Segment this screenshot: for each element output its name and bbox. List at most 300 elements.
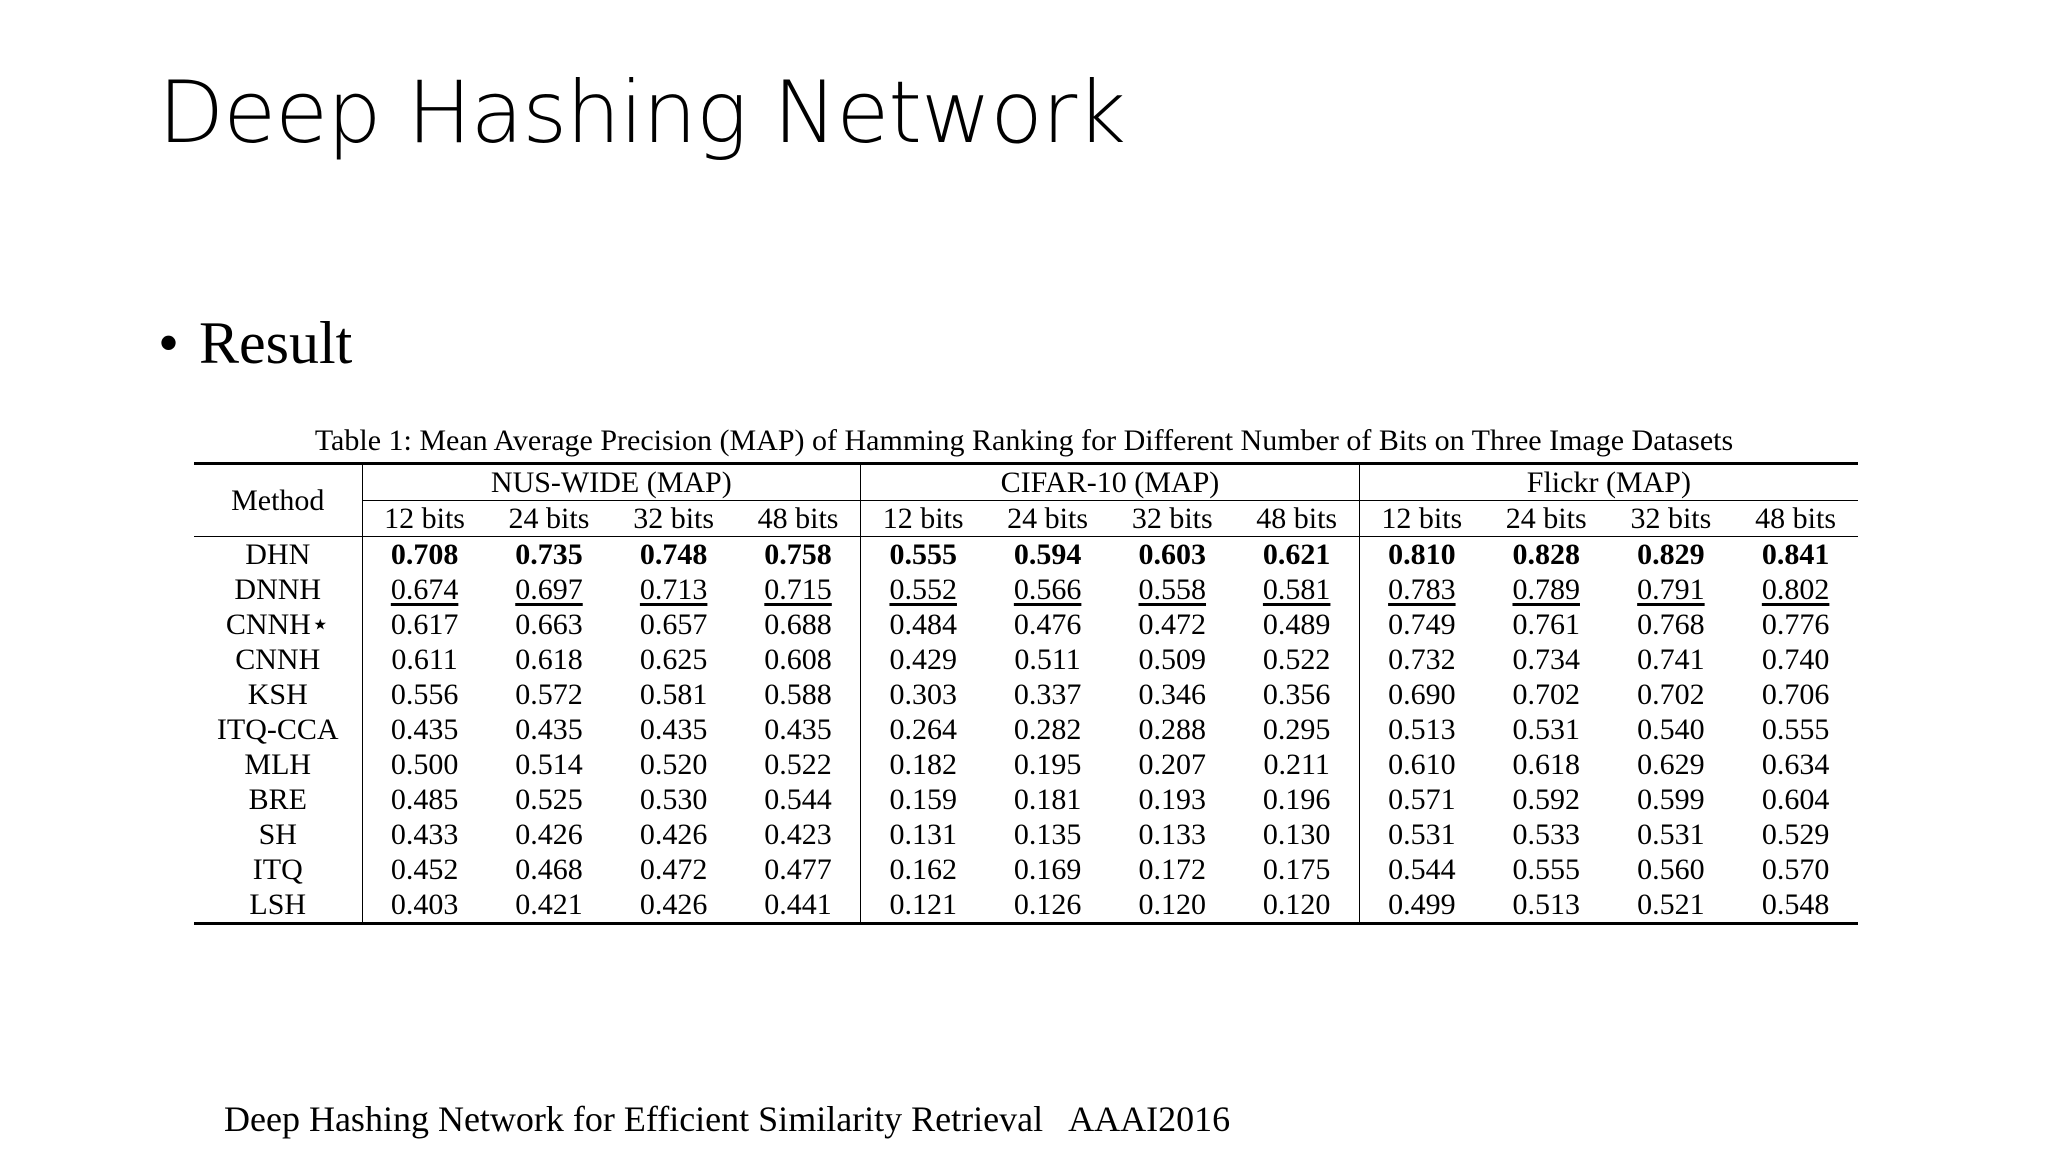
map-value: 0.133	[1138, 818, 1207, 851]
map-value-cell	[1484, 572, 1609, 607]
map-value-cell	[736, 537, 861, 573]
bits-header-cell: 12 bits	[1359, 501, 1484, 537]
table-row	[194, 572, 1858, 607]
map-value-cell	[1110, 677, 1235, 712]
map-value-cell	[1235, 887, 1360, 924]
map-value-cell	[1484, 607, 1609, 642]
map-value: 0.558	[1138, 573, 1207, 606]
method-cell: ITQ-CCA	[194, 712, 362, 747]
map-value: 0.513	[1512, 888, 1580, 921]
map-value: 0.452	[390, 853, 459, 886]
method-cell: KSH	[194, 677, 362, 712]
map-value-cell	[362, 642, 487, 677]
map-value-cell	[362, 782, 487, 817]
map-value-cell	[1733, 782, 1858, 817]
map-value-cell	[362, 712, 487, 747]
map-value: 0.592	[1512, 783, 1580, 816]
map-value: 0.175	[1262, 853, 1331, 886]
map-value: 0.571	[1388, 783, 1456, 816]
map-value: 0.618	[515, 643, 583, 676]
map-value: 0.629	[1637, 748, 1705, 781]
map-value: 0.581	[639, 678, 708, 711]
method-cell: CNNH	[194, 642, 362, 677]
map-value-cell	[1609, 537, 1734, 573]
dataset-header-nus-wide: NUS-WIDE (MAP)	[362, 464, 861, 501]
footer-citation: Deep Hashing Network for Efficient Similarity Retrieval AAAI2016	[224, 1099, 1231, 1139]
map-value: 0.530	[639, 783, 708, 816]
method-cell: MLH	[194, 747, 362, 782]
map-value-cell	[1359, 607, 1484, 642]
map-value: 0.702	[1512, 678, 1580, 711]
map-value: 0.207	[1138, 748, 1207, 781]
map-value: 0.511	[1014, 643, 1081, 676]
map-value: 0.499	[1388, 888, 1456, 921]
map-value: 0.472	[639, 853, 708, 886]
map-value: 0.555	[1512, 853, 1580, 886]
map-value: 0.195	[1013, 748, 1082, 781]
map-value-cell	[1733, 887, 1858, 924]
table-row	[194, 607, 1858, 642]
map-value-cell	[1484, 677, 1609, 712]
map-value: 0.748	[639, 538, 708, 571]
map-value: 0.433	[390, 818, 459, 851]
map-value: 0.841	[1761, 538, 1830, 571]
map-value: 0.295	[1262, 713, 1331, 746]
map-value-cell	[736, 817, 861, 852]
table-row	[194, 852, 1858, 887]
map-value-cell	[736, 677, 861, 712]
map-value: 0.556	[390, 678, 459, 711]
table-row	[194, 677, 1858, 712]
map-value: 0.791	[1637, 573, 1705, 606]
map-value-cell	[487, 817, 612, 852]
map-value-cell	[1359, 747, 1484, 782]
map-value-cell	[985, 712, 1110, 747]
map-value-cell	[362, 817, 487, 852]
map-value-cell	[487, 782, 612, 817]
map-value-cell	[861, 537, 986, 573]
map-value: 0.130	[1262, 818, 1331, 851]
map-value-cell	[1359, 677, 1484, 712]
map-value-cell	[985, 887, 1110, 924]
map-value: 0.688	[764, 608, 832, 641]
bullet-dot: •	[158, 310, 180, 376]
map-value: 0.426	[639, 818, 708, 851]
bits-header-cell: 24 bits	[487, 501, 612, 537]
map-value: 0.159	[889, 783, 957, 816]
map-value: 0.513	[1388, 713, 1456, 746]
map-value: 0.288	[1138, 713, 1207, 746]
map-value-cell	[861, 887, 986, 924]
slide-title: Deep Hashing Network	[158, 63, 1126, 163]
map-value-cell	[362, 887, 487, 924]
map-value-cell	[1110, 537, 1235, 573]
map-value-cell	[1609, 747, 1734, 782]
bits-header-cell: 24 bits	[1484, 501, 1609, 537]
map-value-cell	[1359, 782, 1484, 817]
map-value: 0.522	[1262, 643, 1331, 676]
dataset-header-row	[194, 464, 1858, 501]
map-value-cell	[1733, 642, 1858, 677]
map-value: 0.421	[515, 888, 583, 921]
map-value: 0.282	[1013, 713, 1082, 746]
map-value: 0.441	[764, 888, 832, 921]
map-value-cell	[487, 747, 612, 782]
bits-header-cell: 48 bits	[736, 501, 861, 537]
map-value: 0.749	[1388, 608, 1456, 641]
map-value-cell	[1110, 817, 1235, 852]
map-value-cell	[985, 852, 1110, 887]
method-cell: LSH	[194, 887, 362, 924]
map-value-cell	[1235, 607, 1360, 642]
map-value: 0.608	[764, 643, 832, 676]
map-value-cell	[611, 852, 736, 887]
map-value-cell	[362, 747, 487, 782]
bits-header-row	[194, 501, 1858, 537]
map-value-cell	[611, 607, 736, 642]
map-value: 0.802	[1761, 573, 1830, 606]
map-value: 0.599	[1637, 783, 1705, 816]
map-value-cell	[1235, 712, 1360, 747]
map-value-cell	[985, 572, 1110, 607]
table-row	[194, 817, 1858, 852]
map-value: 0.741	[1637, 643, 1705, 676]
map-value-cell	[1235, 817, 1360, 852]
map-value: 0.120	[1262, 888, 1331, 921]
map-value: 0.169	[1013, 853, 1082, 886]
map-value-cell	[1359, 817, 1484, 852]
map-value: 0.617	[390, 608, 459, 641]
map-value: 0.594	[1013, 538, 1082, 571]
map-value: 0.533	[1512, 818, 1580, 851]
map-value: 0.702	[1637, 678, 1705, 711]
map-value-cell	[1359, 642, 1484, 677]
map-value-cell	[1235, 642, 1360, 677]
bits-header-cell: 12 bits	[861, 501, 986, 537]
map-value-cell	[861, 712, 986, 747]
map-value-cell	[1235, 782, 1360, 817]
map-value-cell	[1484, 817, 1609, 852]
bullet-result	[158, 310, 352, 376]
map-value: 0.484	[889, 608, 957, 641]
map-value: 0.761	[1512, 608, 1580, 641]
map-value: 0.303	[889, 678, 957, 711]
map-value-cell	[611, 677, 736, 712]
map-value: 0.489	[1262, 608, 1331, 641]
map-value-cell	[1484, 782, 1609, 817]
map-value: 0.472	[1138, 608, 1207, 641]
map-value: 0.715	[764, 573, 832, 606]
map-value: 0.131	[889, 818, 957, 851]
map-value: 0.126	[1013, 888, 1082, 921]
map-value-cell	[736, 712, 861, 747]
map-value-cell	[1110, 852, 1235, 887]
bits-header-cell: 32 bits	[1609, 501, 1734, 537]
map-value-cell	[736, 887, 861, 924]
map-value-cell	[487, 572, 612, 607]
map-value-cell	[985, 817, 1110, 852]
map-value-cell	[487, 607, 612, 642]
map-results-table	[194, 462, 1858, 925]
map-value: 0.634	[1761, 748, 1830, 781]
map-value: 0.618	[1512, 748, 1580, 781]
map-value-cell	[1484, 642, 1609, 677]
map-value-cell	[861, 677, 986, 712]
map-value: 0.356	[1262, 678, 1331, 711]
map-value-cell	[1733, 852, 1858, 887]
bits-header-cell: 32 bits	[611, 501, 736, 537]
map-value-cell	[611, 572, 736, 607]
map-value-cell	[611, 747, 736, 782]
map-value-cell	[985, 677, 1110, 712]
map-value-cell	[861, 852, 986, 887]
map-value-cell	[861, 782, 986, 817]
map-value-cell	[1359, 852, 1484, 887]
map-value: 0.435	[764, 713, 832, 746]
map-value: 0.162	[889, 853, 957, 886]
map-value-cell	[1484, 712, 1609, 747]
map-value: 0.426	[639, 888, 708, 921]
map-value-cell	[487, 712, 612, 747]
map-value-cell	[736, 782, 861, 817]
map-value-cell	[611, 817, 736, 852]
map-value: 0.426	[515, 818, 583, 851]
map-value: 0.346	[1138, 678, 1207, 711]
map-value: 0.429	[889, 643, 957, 676]
map-value-cell	[487, 677, 612, 712]
map-value: 0.603	[1138, 538, 1207, 571]
table-row	[194, 887, 1858, 924]
map-value-cell	[861, 747, 986, 782]
map-value-cell	[1733, 817, 1858, 852]
map-value: 0.697	[515, 573, 583, 606]
map-value: 0.663	[515, 608, 583, 641]
method-cell: SH	[194, 817, 362, 852]
map-value-cell	[985, 782, 1110, 817]
method-cell: DNNH	[194, 572, 362, 607]
map-value-cell	[1733, 537, 1858, 573]
map-value-cell	[1733, 677, 1858, 712]
map-value: 0.621	[1262, 538, 1331, 571]
map-value: 0.555	[889, 538, 957, 571]
map-value-cell	[1609, 887, 1734, 924]
map-value-cell	[985, 642, 1110, 677]
map-value-cell	[985, 607, 1110, 642]
table-row	[194, 782, 1858, 817]
table-row	[194, 712, 1858, 747]
map-value-cell	[985, 537, 1110, 573]
map-value-cell	[1235, 852, 1360, 887]
map-value-cell	[1484, 747, 1609, 782]
map-value-cell	[1110, 782, 1235, 817]
map-value: 0.468	[515, 853, 583, 886]
map-value-cell	[1359, 537, 1484, 573]
map-value-cell	[1235, 537, 1360, 573]
map-value-cell	[487, 642, 612, 677]
map-value-cell	[861, 572, 986, 607]
map-value-cell	[736, 642, 861, 677]
map-value: 0.810	[1388, 538, 1456, 571]
map-value: 0.758	[764, 538, 832, 571]
map-value: 0.552	[889, 573, 957, 606]
map-value: 0.625	[639, 643, 708, 676]
method-cell: ITQ	[194, 852, 362, 887]
map-value-cell	[1609, 817, 1734, 852]
map-value: 0.182	[889, 748, 957, 781]
map-value: 0.500	[390, 748, 459, 781]
bits-header-cell: 32 bits	[1110, 501, 1235, 537]
map-value: 0.476	[1013, 608, 1082, 641]
map-value-cell	[611, 537, 736, 573]
map-value-cell	[985, 747, 1110, 782]
table-row	[194, 642, 1858, 677]
bits-header-cell: 48 bits	[1235, 501, 1360, 537]
table-body	[194, 537, 1858, 924]
map-value: 0.588	[764, 678, 832, 711]
map-value: 0.610	[1388, 748, 1456, 781]
map-value: 0.604	[1761, 783, 1830, 816]
map-value: 0.337	[1013, 678, 1082, 711]
map-value: 0.828	[1512, 538, 1580, 571]
bits-header-cell: 48 bits	[1733, 501, 1858, 537]
map-value: 0.768	[1637, 608, 1705, 641]
map-value-cell	[362, 677, 487, 712]
map-value: 0.544	[1388, 853, 1456, 886]
map-value-cell	[861, 607, 986, 642]
map-value-cell	[861, 817, 986, 852]
map-value-cell	[736, 852, 861, 887]
bits-header-cell: 12 bits	[362, 501, 487, 537]
map-value-cell	[1235, 677, 1360, 712]
dataset-header-flickr: Flickr (MAP)	[1359, 464, 1858, 501]
dataset-header-cifar-10: CIFAR-10 (MAP)	[861, 464, 1360, 501]
map-value-cell	[736, 747, 861, 782]
map-value: 0.540	[1637, 713, 1705, 746]
map-value-cell	[487, 887, 612, 924]
map-value: 0.522	[764, 748, 832, 781]
map-value: 0.525	[515, 783, 583, 816]
map-value: 0.172	[1138, 853, 1207, 886]
map-value-cell	[1110, 572, 1235, 607]
map-value-cell	[1110, 607, 1235, 642]
map-value-cell	[1609, 642, 1734, 677]
map-value-cell	[362, 852, 487, 887]
table-row	[194, 747, 1858, 782]
map-value-cell	[1733, 747, 1858, 782]
map-value-cell	[362, 537, 487, 573]
map-value: 0.514	[515, 748, 583, 781]
map-value-cell	[1484, 537, 1609, 573]
map-value: 0.520	[639, 748, 708, 781]
map-value: 0.572	[515, 678, 583, 711]
map-value: 0.829	[1637, 538, 1705, 571]
map-value-cell	[1609, 852, 1734, 887]
map-value-cell	[1110, 887, 1235, 924]
map-value: 0.531	[1637, 818, 1705, 851]
map-value: 0.531	[1512, 713, 1580, 746]
map-value: 0.181	[1013, 783, 1082, 816]
map-value: 0.566	[1013, 573, 1082, 606]
map-value: 0.509	[1138, 643, 1207, 676]
map-value-cell	[1359, 572, 1484, 607]
map-value-cell	[1609, 607, 1734, 642]
map-value: 0.135	[1013, 818, 1082, 851]
map-value: 0.560	[1637, 853, 1705, 886]
map-table-container	[194, 462, 1858, 925]
map-value-cell	[1359, 887, 1484, 924]
map-value: 0.485	[390, 783, 459, 816]
method-cell: BRE	[194, 782, 362, 817]
map-value-cell	[1110, 712, 1235, 747]
method-cell: CNNH⋆	[194, 607, 362, 642]
map-value: 0.611	[391, 643, 458, 676]
table-row	[194, 537, 1858, 573]
map-value: 0.548	[1761, 888, 1830, 921]
map-value-cell	[487, 852, 612, 887]
map-value-cell	[1609, 677, 1734, 712]
map-value-cell	[1609, 572, 1734, 607]
method-header: Method	[194, 464, 362, 537]
map-value-cell	[1609, 712, 1734, 747]
map-value: 0.435	[390, 713, 459, 746]
map-value: 0.708	[390, 538, 459, 571]
table-caption: Table 1: Mean Average Precision (MAP) of Hamming Ranking for Different Number of Bits on Three Image Datasets	[314, 424, 1734, 457]
map-value: 0.264	[889, 713, 957, 746]
map-value: 0.783	[1388, 573, 1456, 606]
map-value: 0.570	[1761, 853, 1830, 886]
map-value: 0.713	[639, 573, 708, 606]
map-value-cell	[1733, 607, 1858, 642]
map-value: 0.531	[1388, 818, 1456, 851]
map-value-cell	[1235, 747, 1360, 782]
map-value: 0.435	[515, 713, 583, 746]
bits-header-cell: 24 bits	[985, 501, 1110, 537]
map-value-cell	[611, 642, 736, 677]
map-value-cell	[362, 572, 487, 607]
map-value-cell	[1235, 572, 1360, 607]
map-value: 0.120	[1138, 888, 1207, 921]
map-value-cell	[611, 782, 736, 817]
map-value-cell	[736, 572, 861, 607]
map-value: 0.674	[390, 573, 459, 606]
map-value-cell	[487, 537, 612, 573]
map-value: 0.732	[1388, 643, 1456, 676]
bullet-text: Result	[199, 310, 353, 376]
map-value: 0.529	[1761, 818, 1830, 851]
map-value: 0.776	[1761, 608, 1830, 641]
map-value: 0.423	[764, 818, 832, 851]
map-value-cell	[611, 887, 736, 924]
map-value: 0.196	[1262, 783, 1331, 816]
map-value-cell	[1733, 572, 1858, 607]
method-cell: DHN	[194, 537, 362, 573]
map-value-cell	[1110, 747, 1235, 782]
map-value: 0.211	[1263, 748, 1330, 781]
map-value: 0.555	[1761, 713, 1830, 746]
map-value: 0.690	[1388, 678, 1456, 711]
map-value: 0.521	[1637, 888, 1705, 921]
map-value-cell	[1359, 712, 1484, 747]
map-value: 0.706	[1761, 678, 1830, 711]
map-value: 0.544	[764, 783, 832, 816]
map-value: 0.734	[1512, 643, 1580, 676]
map-value-cell	[1484, 887, 1609, 924]
map-value-cell	[861, 642, 986, 677]
map-value: 0.581	[1262, 573, 1331, 606]
map-value-cell	[1609, 782, 1734, 817]
map-value: 0.657	[639, 608, 708, 641]
map-value-cell	[736, 607, 861, 642]
